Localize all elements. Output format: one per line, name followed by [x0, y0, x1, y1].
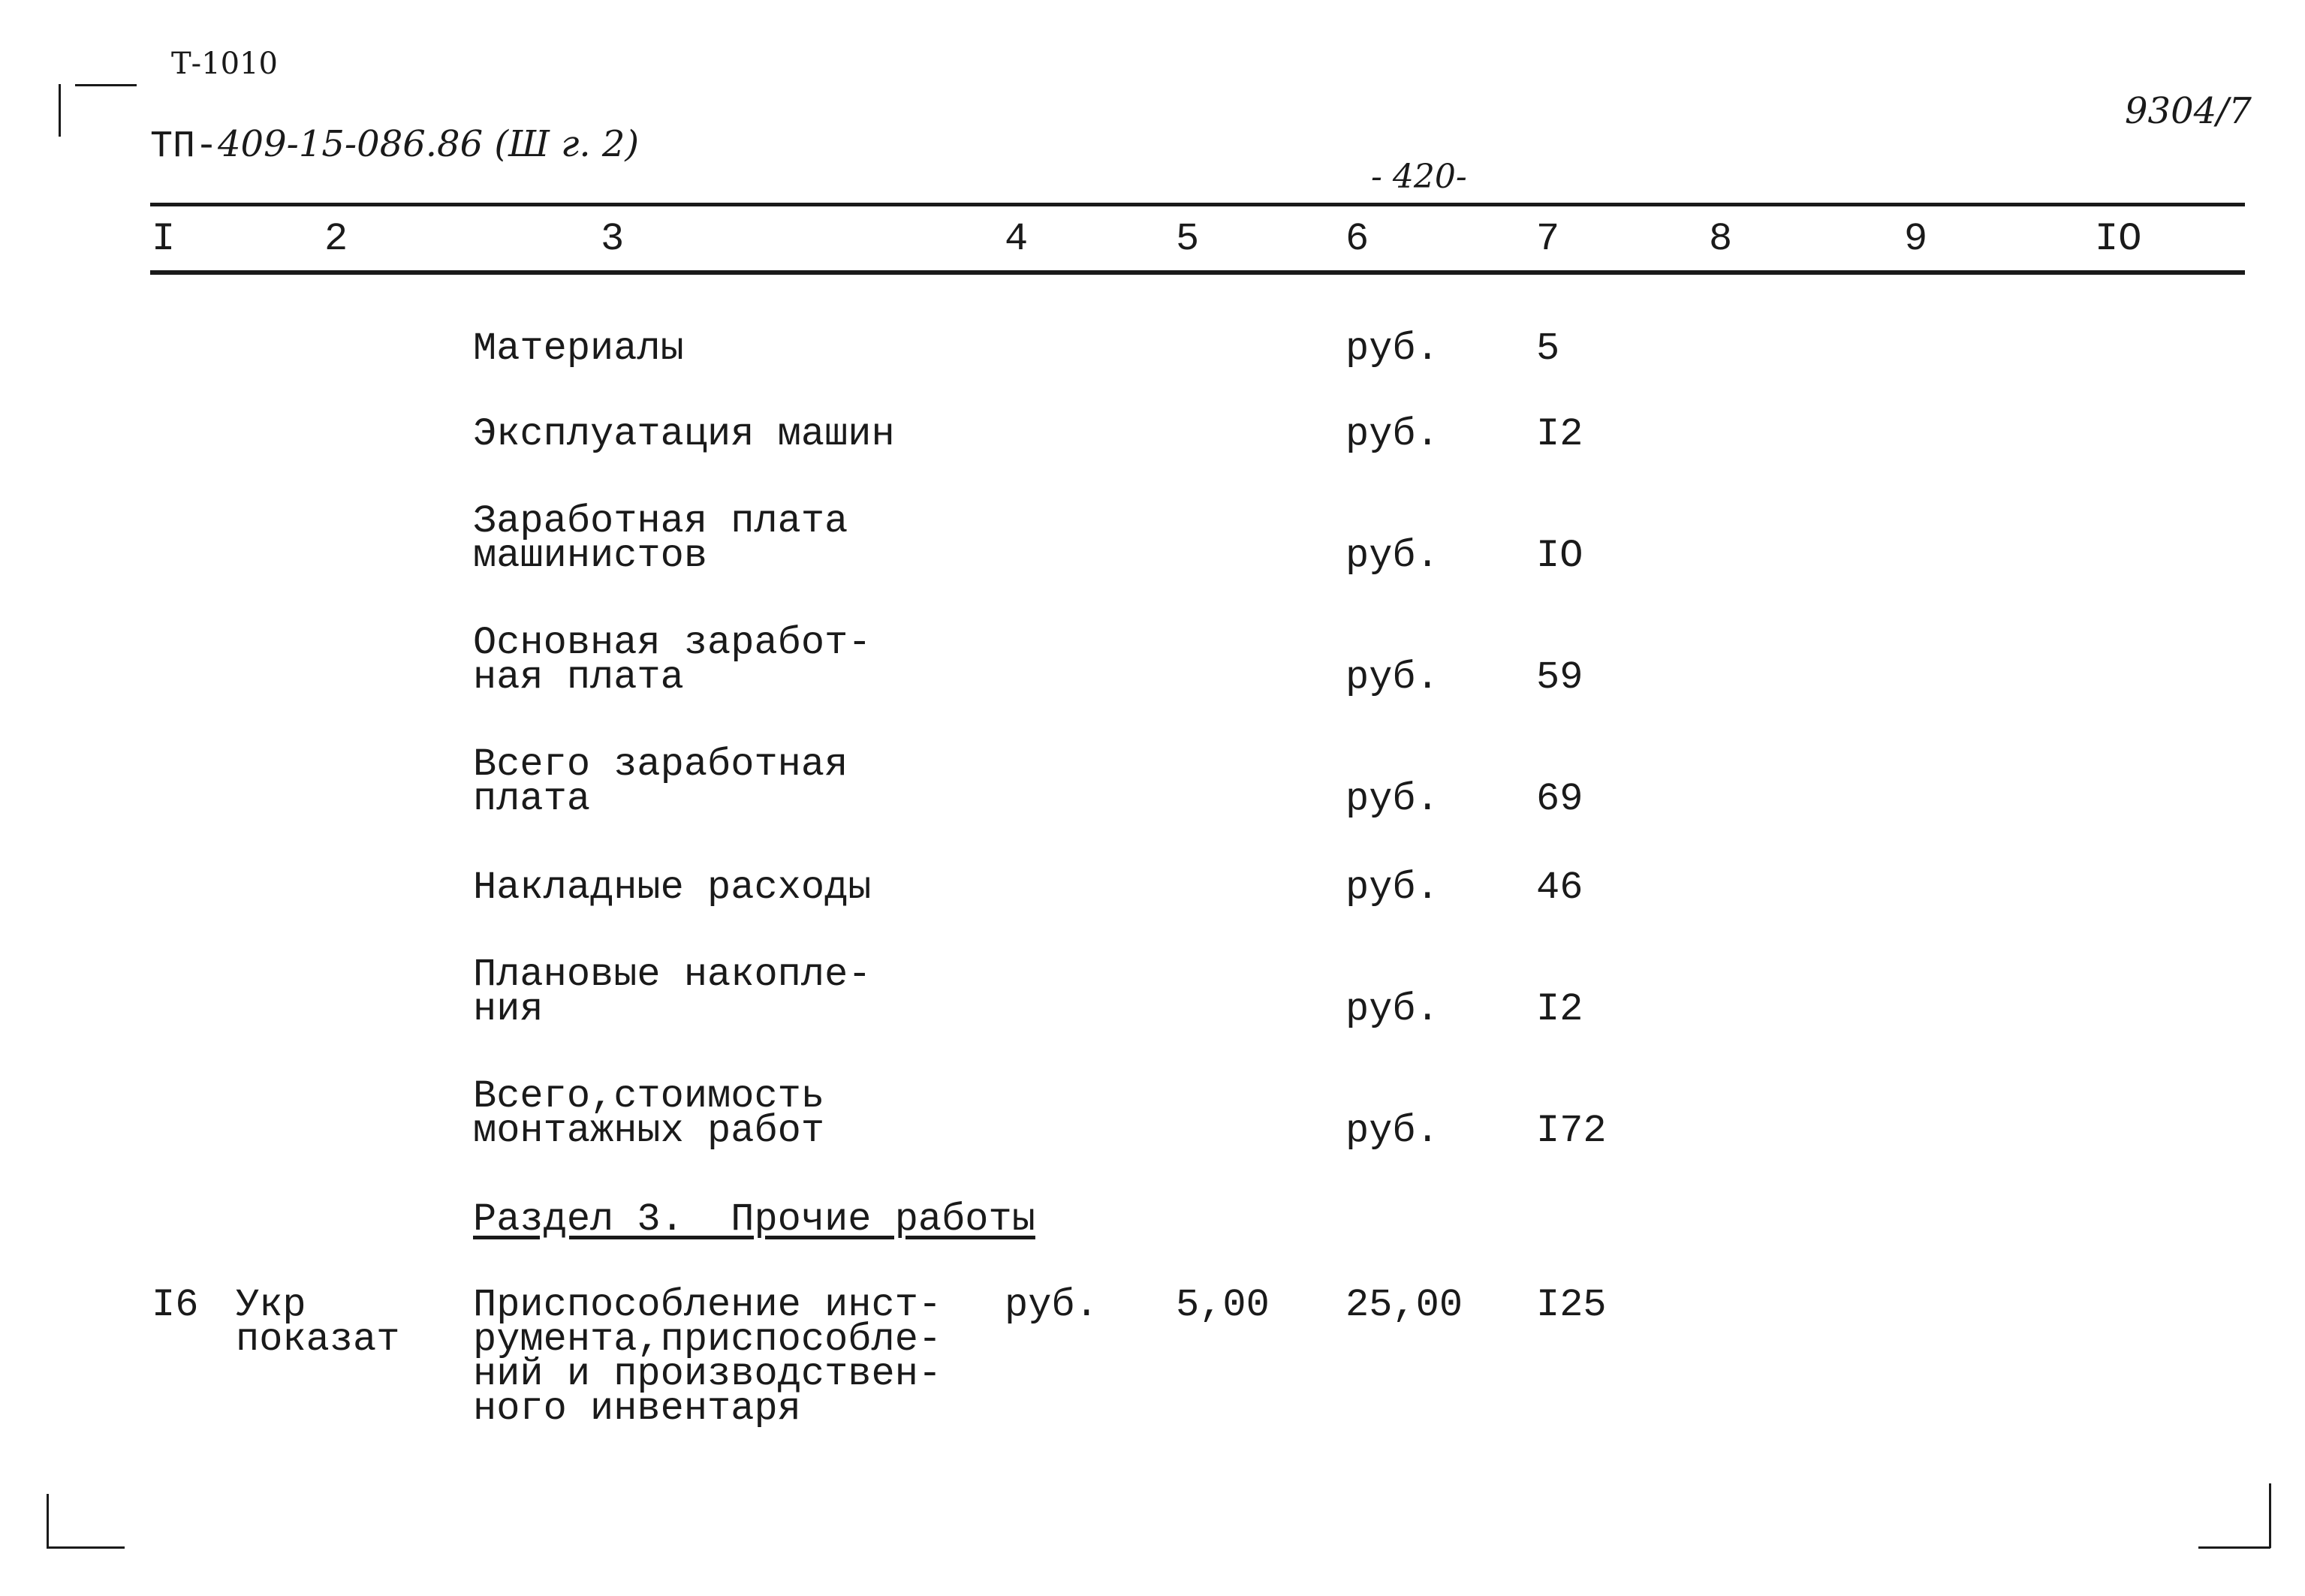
- item-quantity: 5,00: [1176, 1283, 1270, 1327]
- row-unit: руб.: [1345, 412, 1439, 456]
- column-header-2: 2: [324, 217, 348, 261]
- column-header-1: I: [152, 217, 176, 261]
- table-top-rule: [150, 203, 2245, 206]
- item-code: Укр показат: [236, 1283, 400, 1362]
- row-value: IO: [1536, 534, 1583, 578]
- column-header-9: 9: [1904, 217, 1928, 261]
- corner-mark-bottom-right-h: [2198, 1546, 2270, 1549]
- row-value: I2: [1536, 412, 1583, 456]
- row-unit: руб.: [1345, 866, 1439, 910]
- column-header-8: 8: [1709, 217, 1733, 261]
- row-name: Эксплуатация машин: [473, 412, 895, 456]
- column-header-6: 6: [1345, 217, 1369, 261]
- column-header-5: 5: [1176, 217, 1200, 261]
- item-total: I25: [1536, 1283, 1607, 1327]
- row-value: 46: [1536, 866, 1583, 910]
- inventory-number: 9304/7: [2125, 90, 2252, 132]
- section-title: Раздел 3. Прочие работы: [473, 1197, 1035, 1242]
- row-unit: руб.: [1345, 777, 1439, 821]
- corner-mark-bottom-left-v: [47, 1494, 49, 1548]
- column-header-4: 4: [1005, 217, 1029, 261]
- row-name: Всего,стоимость монтажных работ: [473, 1074, 825, 1153]
- column-header-3: 3: [601, 217, 625, 261]
- corner-mark-top-left-v: [59, 84, 61, 137]
- row-value: I72: [1536, 1109, 1607, 1153]
- item-number: I6: [152, 1283, 199, 1327]
- corner-mark-bottom-right-v: [2269, 1483, 2271, 1548]
- row-name: Основная заработ- ная плата: [473, 621, 872, 700]
- item-unit: руб.: [1005, 1283, 1098, 1327]
- item-unit-price: 25,00: [1345, 1283, 1463, 1327]
- row-name: Накладные расходы: [473, 866, 872, 910]
- project-number: 409-15-086.86 (Ш г. 2): [218, 123, 640, 165]
- column-header-7: 7: [1536, 217, 1560, 261]
- page-number: - 420-: [1371, 158, 1467, 196]
- project-prefix: ТП-: [150, 125, 218, 168]
- row-name: Материалы: [473, 327, 684, 371]
- row-name: Плановые накопле- ния: [473, 953, 872, 1031]
- row-value: 59: [1536, 655, 1583, 700]
- corner-mark-top-left-h: [75, 84, 137, 86]
- row-unit: руб.: [1345, 655, 1439, 700]
- row-name: Заработная плата машинистов: [473, 499, 848, 578]
- row-unit: руб.: [1345, 534, 1439, 578]
- row-unit: руб.: [1345, 987, 1439, 1031]
- row-value: I2: [1536, 987, 1583, 1031]
- row-value: 5: [1536, 327, 1560, 371]
- column-header-10: IO: [2095, 217, 2142, 261]
- sheet-code: Т-1010: [171, 47, 278, 81]
- row-value: 69: [1536, 777, 1583, 821]
- corner-mark-bottom-left-h: [47, 1546, 125, 1549]
- table-header-rule: [150, 270, 2245, 275]
- item-name: Приспособление инст- румента,приспособле- ний и производствен- ного инвентаря: [473, 1283, 942, 1431]
- project-designation: [150, 123, 639, 168]
- row-name: Всего заработная плата: [473, 742, 848, 821]
- row-unit: руб.: [1345, 1109, 1439, 1153]
- row-unit: руб.: [1345, 327, 1439, 371]
